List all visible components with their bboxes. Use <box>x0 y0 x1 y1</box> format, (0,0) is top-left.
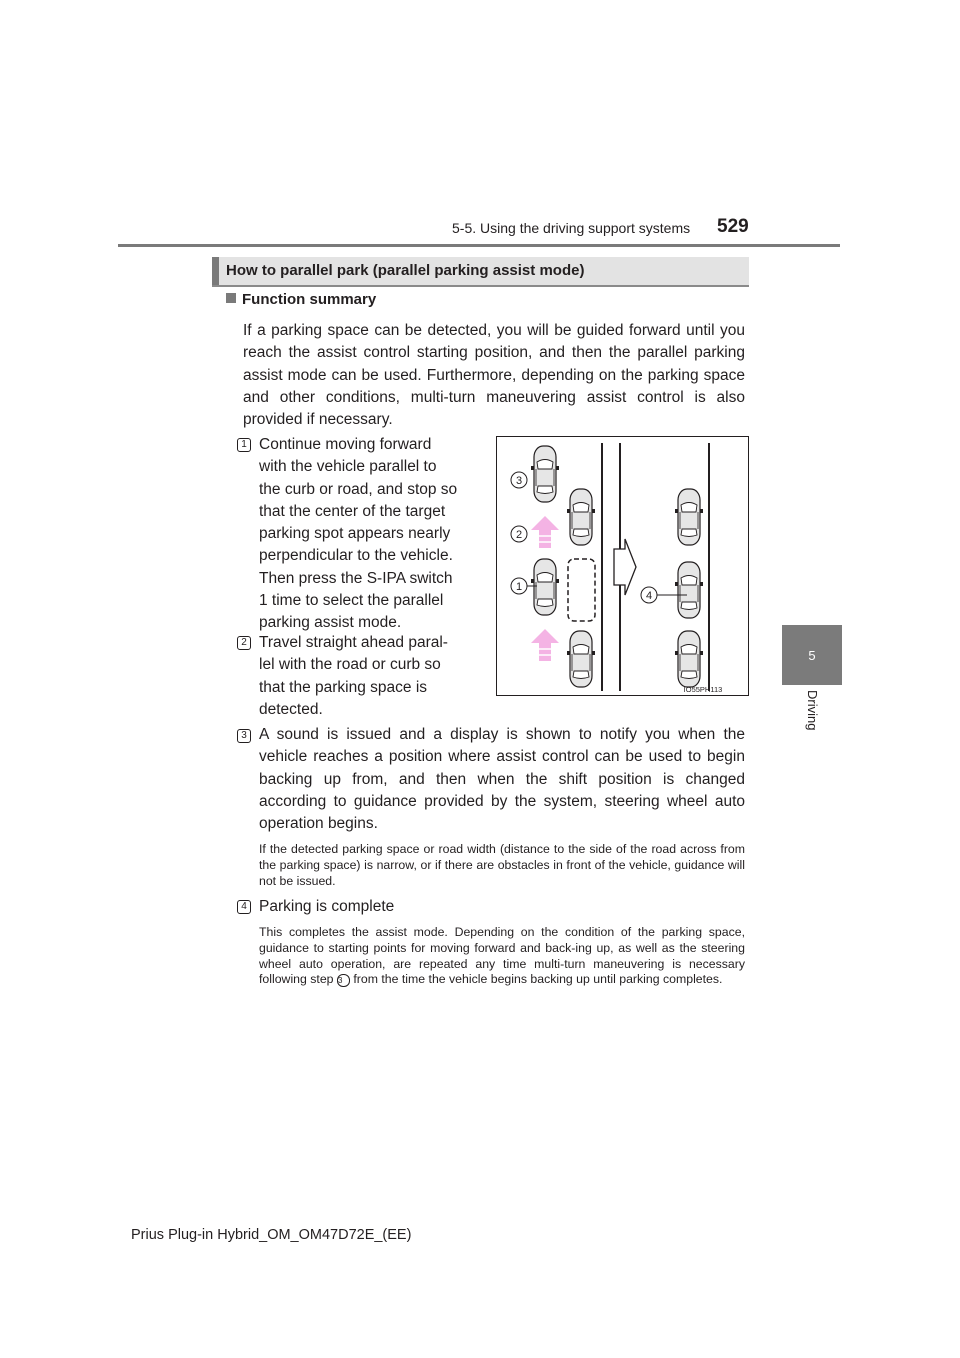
chapter-label-text: Driving <box>805 690 820 731</box>
parked-car <box>567 489 595 545</box>
section-title: How to parallel park (parallel parking assist mode) <box>226 262 585 279</box>
forward-arrow-icon <box>531 516 559 548</box>
step-4-note-part: from the time the vehicle begins backing up until parking completes. <box>353 972 723 987</box>
transition-arrow-icon <box>614 539 636 595</box>
step-1-line: perpendicular to the vehicle. <box>259 547 453 565</box>
step-1-line: the curb or road, and stop so <box>259 480 458 498</box>
callout-2: 2 <box>515 529 523 541</box>
page-number: 529 <box>717 216 749 237</box>
header-divider <box>118 244 840 247</box>
parked-car <box>675 489 703 545</box>
step-4-note <box>259 925 745 988</box>
step-1-line: Continue moving forward <box>259 436 432 453</box>
target-parking-space <box>568 559 595 621</box>
step-1-text <box>259 434 477 635</box>
step-3-text: A sound is issued and a display is shown to notify you when the vehicle reaches a position where assist control can be used to begin backing up from, and then when the shift position is changed according to guidance provided by the system, steering wheel auto operation begins. <box>259 726 745 833</box>
step-number-icon: 2 <box>237 636 251 650</box>
step-2-line: lel with the road or curb so <box>259 656 441 674</box>
parking-diagram-svg <box>497 437 748 695</box>
callout-3: 3 <box>515 475 523 487</box>
section-heading-bar <box>212 257 749 287</box>
step-4-note-part: This completes the assist mode. Depending on the condition of the parking space, guidance to starting points for moving forward and back-ing up, as well as the steering wheel auto operation, are repeated any time multi-turn maneuvering is necessary following step <box>259 925 745 987</box>
own-vehicle-position-1 <box>531 559 559 615</box>
function-summary-heading <box>226 291 376 308</box>
step-reference-icon: 3 <box>337 974 350 987</box>
step-1-line: parking spot appears nearly <box>259 525 451 543</box>
function-summary-heading-text: Function summary <box>242 291 377 308</box>
step-2-line: that the parking space is <box>259 678 428 696</box>
step-3-note: If the detected parking space or road width (distance to the side of the road across from the parking space) is narrow, or if there are obstacles in front of the vehicle, guidance will not be issued. <box>259 842 745 888</box>
step-4-text: Parking is complete <box>259 898 395 915</box>
footer-document-id: Prius Plug-in Hybrid_OM_OM47D72E_(EE) <box>131 1227 412 1243</box>
forward-arrow-icon <box>531 629 559 661</box>
step-1-line: Then press the S-IPA switch <box>259 569 453 587</box>
step-2-text <box>259 632 477 721</box>
step-2-line: detected. <box>259 700 323 718</box>
chapter-tab[interactable]: 5 <box>782 625 842 685</box>
callout-4: 4 <box>645 590 653 602</box>
figure-code: IO55PH113 <box>683 685 723 694</box>
parking-diagram <box>496 436 749 696</box>
square-bullet-icon <box>226 293 236 303</box>
callout-1: 1 <box>515 581 523 593</box>
step-1-line: parking assist mode. <box>259 614 402 632</box>
header-section-title: 5-5. Using the driving support systems <box>452 220 691 236</box>
step-number-icon: 1 <box>237 438 251 452</box>
step-1-line: with the vehicle parallel to <box>259 458 437 476</box>
step-2-line: Travel straight ahead paral- <box>259 634 448 651</box>
function-summary-body: If a parking space can be detected, you will be guided forward until you reach the assist control starting position, and then the parallel parking assist mode can be used. Furthermore, depending on the parking space and other conditions, multi-turn maneuvering assist control is also provided if necessary. <box>243 322 745 429</box>
own-vehicle-position-3 <box>531 446 559 502</box>
step-number-icon: 3 <box>237 729 251 743</box>
parked-car <box>567 631 595 687</box>
step-number-icon: 4 <box>237 900 251 914</box>
section-heading-accent <box>212 257 219 285</box>
own-vehicle-parked-position-4 <box>675 562 703 618</box>
parked-car <box>675 631 703 687</box>
step-1-line: 1 time to select the parallel <box>259 592 444 610</box>
chapter-label <box>782 690 842 760</box>
step-1-line: that the center of the target <box>259 502 446 520</box>
